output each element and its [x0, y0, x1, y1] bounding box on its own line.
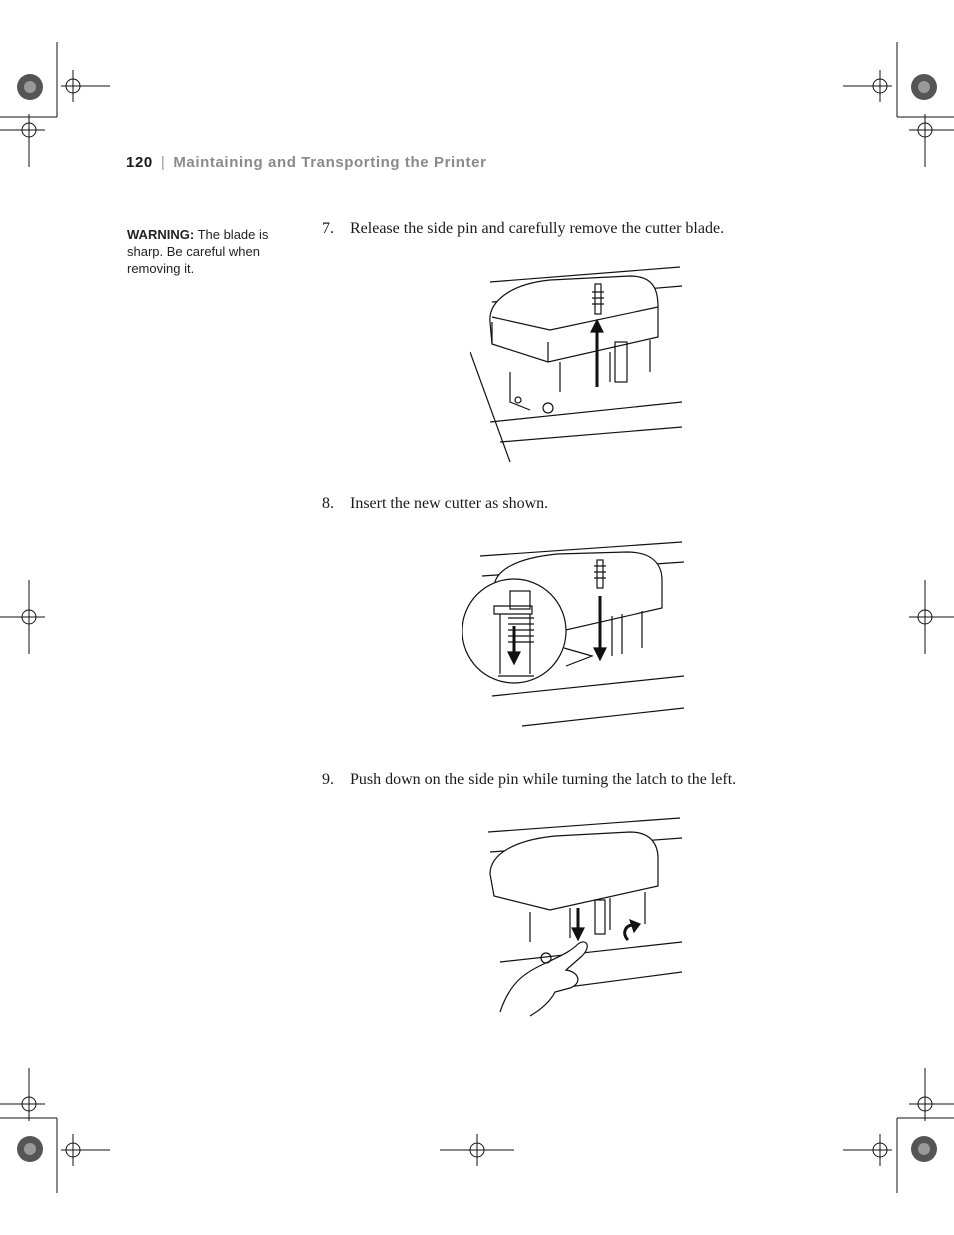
- header-separator: |: [160, 154, 166, 171]
- step-text: Insert the new cutter as shown.: [350, 495, 549, 512]
- step-number: 8.: [322, 495, 334, 512]
- warning-text: The blade is sharp. Be careful when removing it.: [127, 227, 269, 276]
- step-number: 7.: [322, 220, 334, 237]
- illustration-insert-cutter: [462, 536, 688, 740]
- warning-note: [127, 226, 297, 277]
- page-number: 120: [126, 154, 153, 171]
- illustration-remove-cutter: [470, 262, 686, 466]
- illustration-turn-latch: [470, 812, 686, 1018]
- warning-label: WARNING:: [127, 227, 195, 242]
- running-header: [126, 154, 487, 171]
- section-title: Maintaining and Transporting the Printer: [173, 154, 487, 171]
- step-8: [322, 495, 548, 513]
- step-number: 9.: [322, 771, 334, 788]
- step-text: Release the side pin and carefully remove the cutter blade.: [350, 220, 725, 237]
- step-7: [322, 220, 724, 238]
- step-9: [322, 771, 736, 789]
- step-text: Push down on the side pin while turning the latch to the left.: [350, 771, 737, 788]
